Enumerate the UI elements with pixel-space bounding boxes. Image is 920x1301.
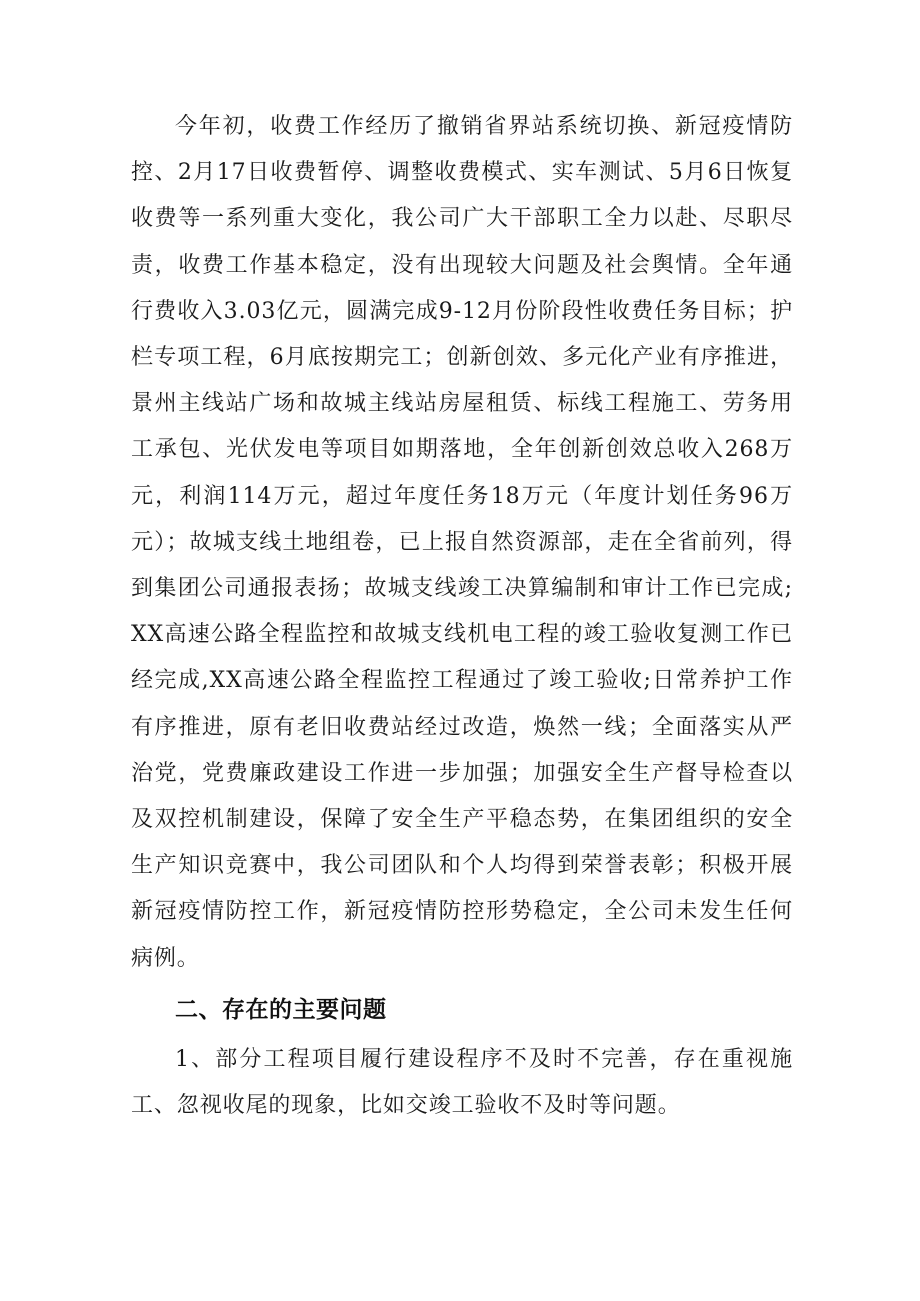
section-heading: 二、存在的主要问题 bbox=[175, 996, 387, 1023]
document-body bbox=[131, 104, 793, 1129]
problem-paragraph-1: 1、部分工程项目履行建设程序不及时不完善，存在重视施工、忽视收尾的现象，比如交竣工验收不及时等问题。 bbox=[131, 1046, 793, 1119]
summary-paragraph: 今年初，收费工作经历了撤销省界站系统切换、新冠疫情防控、2月17日收费暂停、调整收费模式、实车测试、5月6日恢复收费等一系列重大变化，我公司广大干部职工全力以赴、尽职尽责，收费工作基本稳定，没有出现较大问题及社会舆情。全年通行费收入3.03亿元，圆满完成9-12月份阶段性收费任务目标；护栏专项工程，6月底按期完工；创新创效、多元化产业有序推进，景州主线站广场和故城主线站房屋租赁、标线工程施工、劳务用工承包、光伏发电等项目如期落地，全年创新创效总收入268万元，利润114万元，超过年度任务18万元（年度计划任务96万元）；故城支线土地组卷，已上报自然资源部，走在全省前列，得到集团公司通报表扬；故城支线竣工决算编制和审计工作已完成;XX高速公路全程监控和故城支线机电工程的竣工验收复测工作已经完成,XX高速公路全程监控工程通过了竣工验收;日常养护工作有序推进，原有老旧收费站经过改造，焕然一线；全面落实从严治党，党费廉政建设工作进一步加强；加强安全生产督导检查以及双控机制建设，保障了安全生产平稳态势，在集团组织的安全生产知识竞赛中，我公司团队和个人均得到荣誉表彰；积极开展新冠疫情防控工作，新冠疫情防控形势稳定，全公司未发生任何病例。 bbox=[131, 114, 793, 971]
